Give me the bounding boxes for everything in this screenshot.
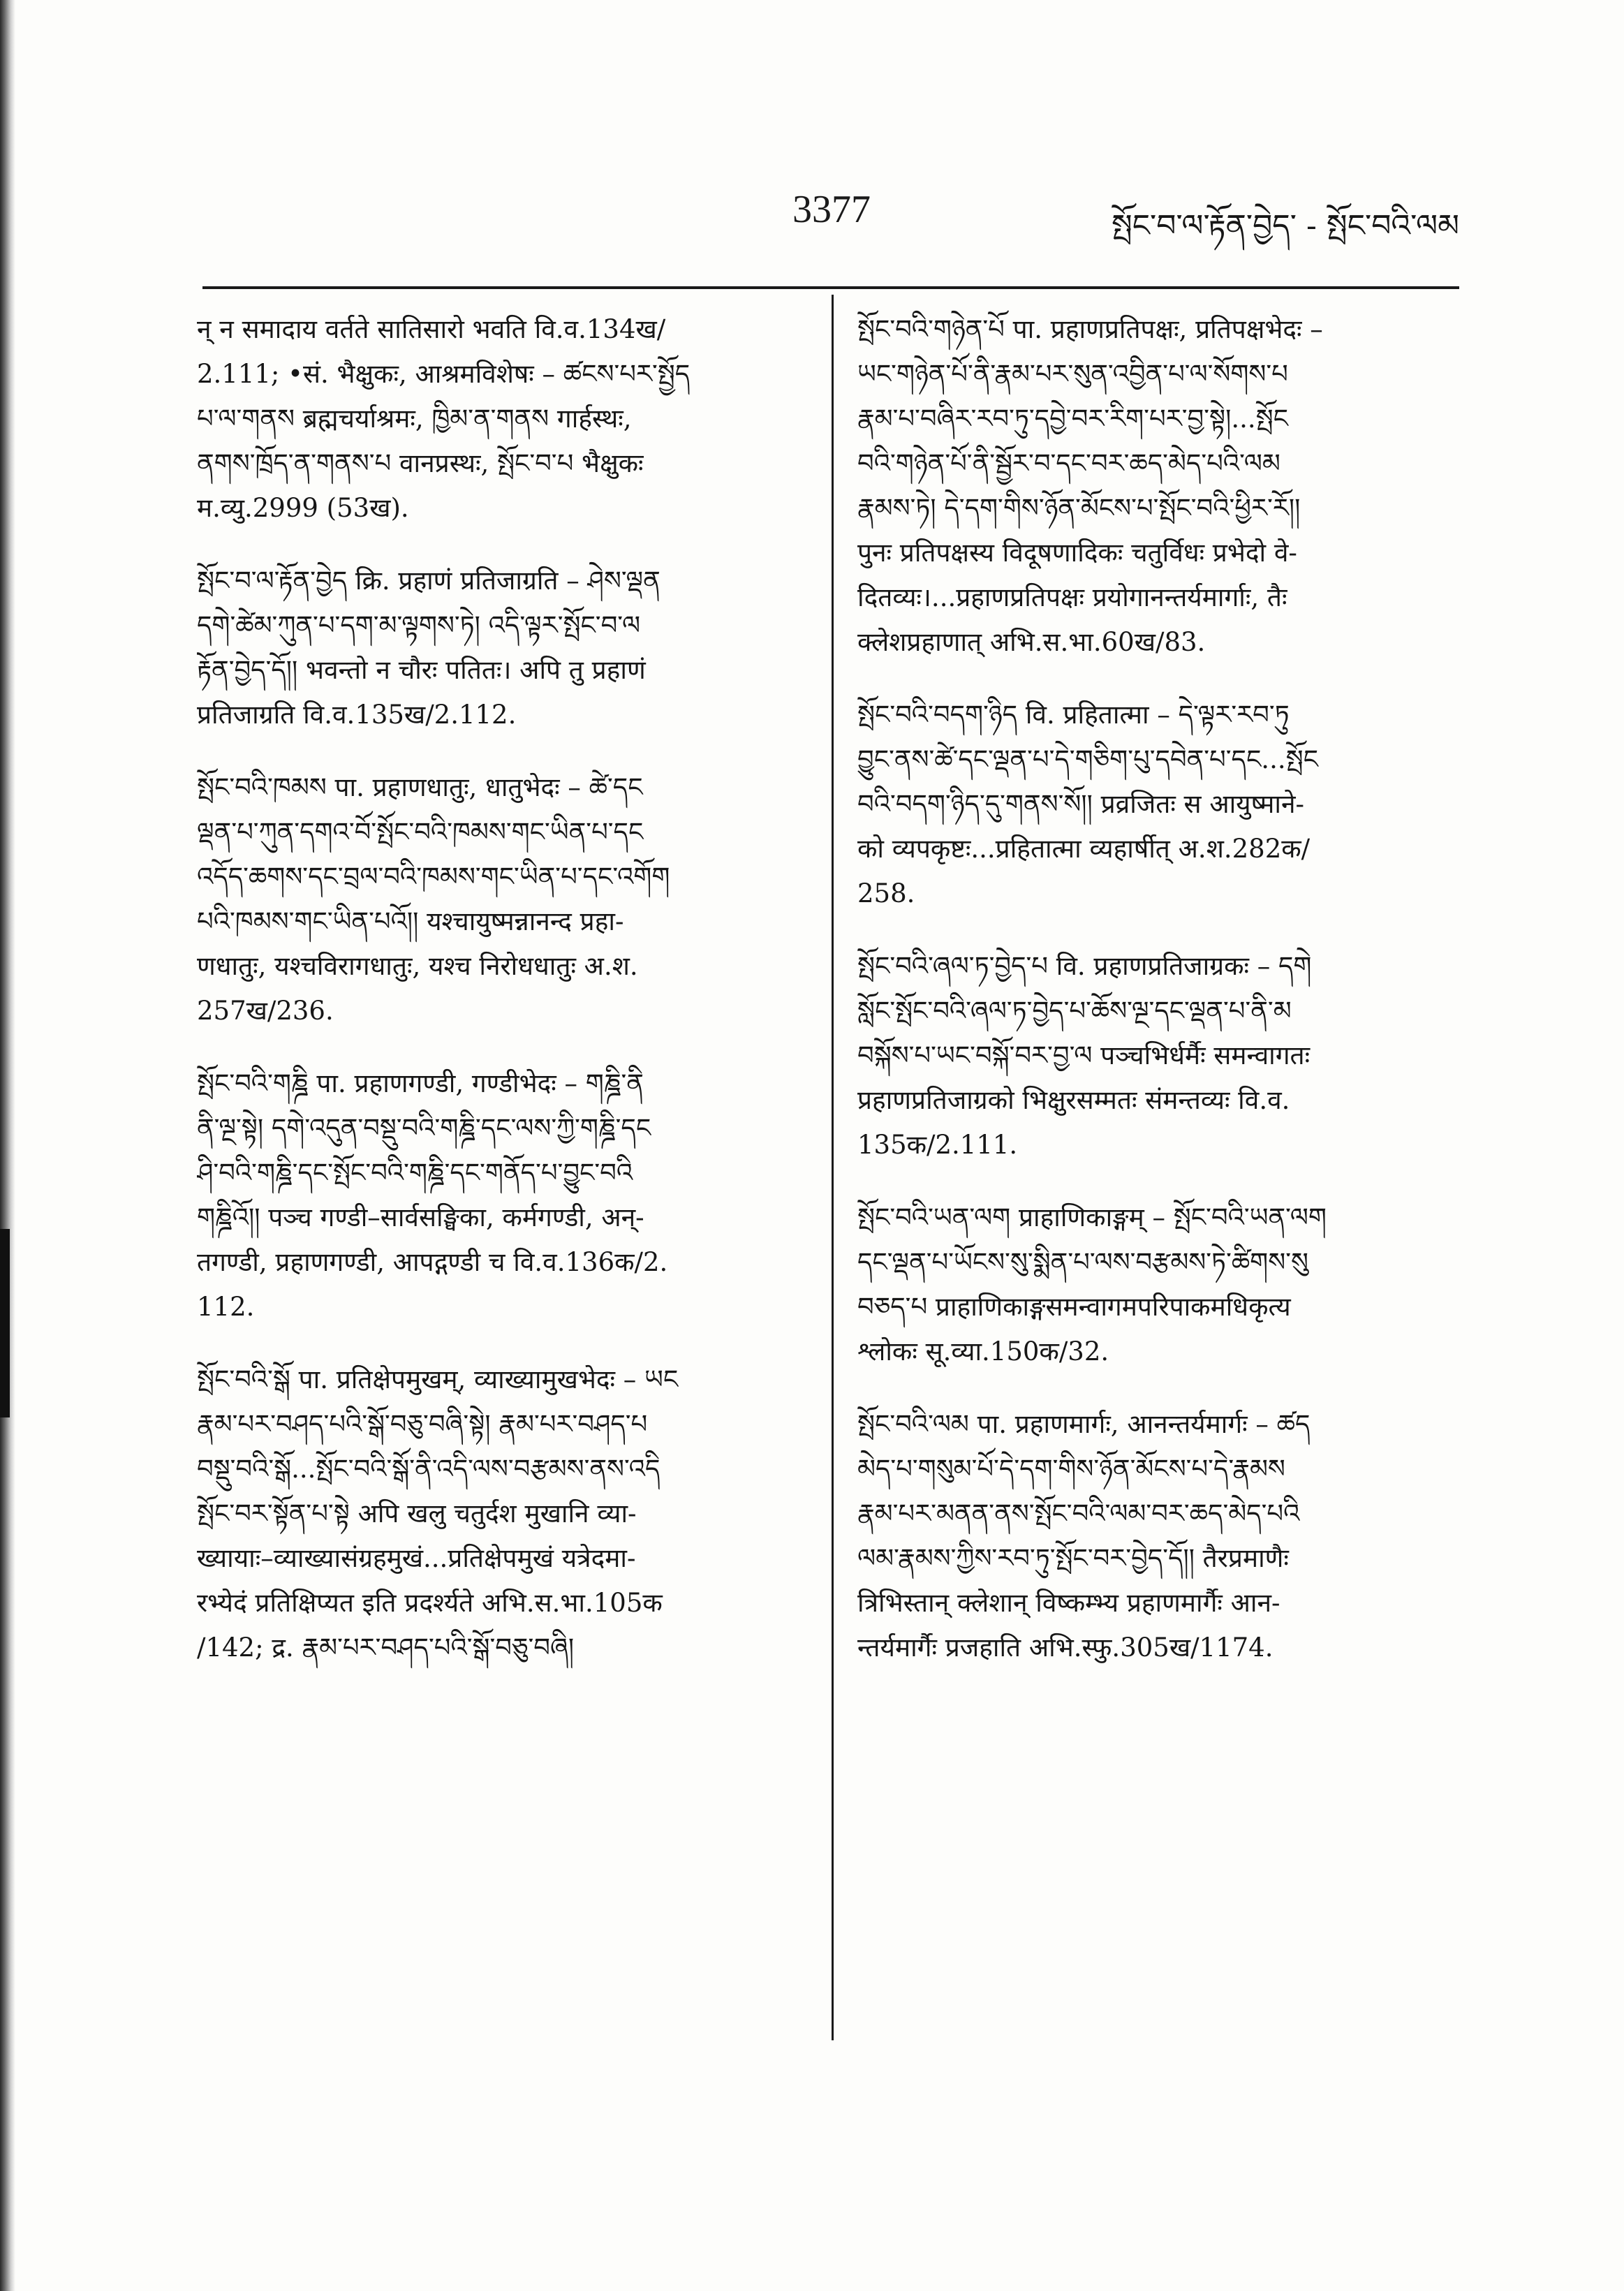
- entry-text-line: རྣམ་པར་བཤད་པའི་སྒོ་བཅུ་བཞི་སྟེ། རྣམ་པར་བཤད་པ: [197, 1409, 648, 1439]
- entry-text-line: བྱུང་ནས་ཚེ་དང་ལྡན་པ་དེ་གཅིག་པུ་དབེན་པ་དང...སྤོང: [857, 744, 1318, 774]
- entry-headword-line: སྤོང་བའི་གཎྜི पा. प्रहाणगण्डी, गण्डीभेदः – གཎྜི་ནི: [197, 1068, 644, 1098]
- entry-text-line: श्लोकः सू.व्या.150क/32.: [857, 1336, 1109, 1367]
- dictionary-entry: [857, 307, 1459, 665]
- entry-headword-line: སྤོང་བའི་སྒོ पा. प्रतिक्षेपमुखम्, व्याख्यामुखभेदः – ཡང: [197, 1364, 679, 1394]
- entry-text-line: क्लेशप्रहाणात् अभि.स.भा.60ख/83.: [857, 627, 1206, 657]
- entry-text-line: བཅད་པ प्राहाणिकाङ्गसमन्वागमपरिपाकमधिकृत्य: [857, 1292, 1291, 1322]
- entry-headword-line: སྤོང་བའི་གཉེན་པོ पा. प्रहाणप्रतिपक्षः, प्रतिपक्षभेदः –: [857, 314, 1323, 344]
- entry-text-line: 112.: [197, 1292, 255, 1322]
- entry-text-line: རྣམ་པར་མནན་ནས་སྤོང་བའི་ལམ་བར་ཆད་མེད་པའི: [857, 1498, 1300, 1528]
- entry-headword-line: न् न समादाय वर्तते सातिसारो भवति वि.व.134ख/: [197, 314, 666, 344]
- entry-text-line: न्तर्यमार्गैः प्रजहाति अभि.स्फु.305ख/1174.: [857, 1633, 1274, 1663]
- entry-text-line: གཎྜིའོ།། पञ्च गण्डी–सार्वसङ्घिका, कर्मगण्डी, अन्-: [197, 1202, 644, 1232]
- dictionary-entry: [197, 559, 811, 737]
- entry-text-line: ལྡན་པ་ཀུན་དགའ་བོ་སྤོང་བའི་ཁམས་གང་ཡིན་པ་དང: [197, 817, 644, 847]
- dictionary-entry: [197, 307, 811, 531]
- entry-headword-line: སྤོང་བའི་ལམ पा. प्रहाणमार्गः, आनन्तर्यमार्गः – ཚད: [857, 1409, 1311, 1439]
- entry-text-line: དང་ལྡན་པ་ཡོངས་སུ་སྨིན་པ་ལས་བརྩམས་ཏེ་ཚིགས་སུ: [857, 1247, 1308, 1277]
- entry-text-line: པའི་ཁམས་གང་ཡིན་པའོ།། यश्चायुष्मन्नानन्द प्रहा-: [197, 906, 624, 936]
- left-column: [197, 307, 811, 2039]
- entry-text-line: त्रिभिस्तान् क्लेशान् विष्कम्भ्य प्रहाणमार्गैः आन-: [857, 1588, 1280, 1618]
- entry-text-line: तगण्डी, प्रहाणगण्डी, आपद्गण्डी च वि.व.136क/2.: [197, 1247, 668, 1277]
- entry-text-line: को व्यपकृष्टः...प्रहितात्मा व्यहार्षीत् अ.श.282क/: [857, 834, 1311, 864]
- entry-headword-line: སྤོང་བའི་བདག་ཉིད वि. प्रहितात्मा – དེ་ལྟར་རབ་ཏུ: [857, 700, 1290, 730]
- entry-headword-line: སྤོང་བའི་ཞལ་ཏ་བྱེད་པ वि. प्रहाणप्रतिजाग्रकः – དགེ: [857, 951, 1312, 981]
- entry-text-line: འདོད་ཆགས་དང་བྲལ་བའི་ཁམས་གང་ཡིན་པ་དང་འགོག: [197, 862, 670, 892]
- entry-text-line: पुनः प्रतिपक्षस्य विदूषणादिकः चतुर्विधः प्रभेदो वे-: [857, 538, 1297, 568]
- entry-text-line: ལམ་རྣམས་ཀྱིས་རབ་ཏུ་སྤོང་བར་བྱེད་དོ།། तैरप्रमाणैः: [857, 1543, 1289, 1573]
- entry-text-line: རྣམས་ཏེ། དེ་དག་གིས་ཉོན་མོངས་པ་སྤོང་བའི་ཕྱིར་རོ།།: [857, 493, 1301, 523]
- entry-text-line: ནི་ལྔ་སྟེ། དགེ་འདུན་བསྡུ་བའི་གཎྜི་དང་ལས་ཀྱི་གཎྜི་དང: [197, 1113, 651, 1143]
- entry-text-line: णधातुः, यश्चविरागधातुः, यश्च निरोधधातुः अ.श.: [197, 951, 638, 981]
- entry-text-line: རྣམ་པ་བཞིར་རབ་ཏུ་དབྱེ་བར་རིག་པར་བྱ་སྟེ།...སྤོང: [857, 404, 1288, 434]
- dictionary-entry: [857, 1195, 1459, 1374]
- right-column: [857, 307, 1459, 2039]
- dictionary-entry: [857, 944, 1459, 1167]
- entry-text-line: म.व्यु.2999 (53ख).: [197, 493, 409, 523]
- entry-text-line: སློང་སྤོང་བའི་ཞལ་ཏ་བྱེད་པ་ཆོས་ལྔ་དང་ལྡན་པ་ནི་མ: [857, 996, 1292, 1026]
- entry-text-line: दितव्यः।...प्रहाणप्रतिपक्षः प्रयोगानन्तर्यमार्गाः, तैः: [857, 582, 1287, 612]
- dictionary-entry: [857, 693, 1459, 916]
- binding-shadow: [0, 1229, 10, 1417]
- entry-text-line: ख्यायाः–व्याख्यासंग्रहमुखं...प्रतिक्षेपमुखं यत्रेदमा-: [197, 1543, 636, 1573]
- entry-text-line: प्रतिजाग्रति वि.व.135ख/2.112.: [197, 700, 517, 730]
- entry-headword-line: སྤོང་བའི་ཁམས पा. प्रहाणधातुः, धातुभेदः – ཚེ་དང: [197, 772, 643, 802]
- entry-text-line: /142; द्र. རྣམ་པར་བཤད་པའི་སྒོ་བཅུ་བཞི།: [197, 1633, 575, 1663]
- dictionary-entry: [857, 1402, 1459, 1670]
- dictionary-entry: [197, 1357, 811, 1670]
- entry-text-line: 257ख/236.: [197, 996, 334, 1026]
- dictionary-entry: [197, 1061, 811, 1329]
- entry-text-line: ནགས་ཁྲོད་ན་གནས་པ वानप्रस्थः, སྤོང་བ་པ भैक्षुकः: [197, 448, 644, 478]
- entry-text-line: བའི་གཉེན་པོ་ནི་སྦྱོར་བ་དང་བར་ཆད་མེད་པའི་ལམ: [857, 448, 1280, 478]
- entry-text-line: པ་ལ་གནས ब्रह्मचर्याश्रमः, ཁྱིམ་ན་གནས गार्हस्थः,: [197, 404, 632, 434]
- entry-text-line: དགེ་ཚེམ་ཀུན་པ་དག་མ་ལྟགས་ཏེ། འདི་ལྟར་སྤོང་བ་ལ: [197, 610, 641, 640]
- binding-edge: [0, 0, 15, 2291]
- entry-text-line: 258.: [857, 878, 915, 908]
- header-rule: [202, 286, 1459, 289]
- entry-text-line: རྟོན་བྱེད་དོ།། भवन्तो न चौरः पतितः। अपि तु प्रहाणं: [197, 655, 646, 685]
- entry-text-line: 135क/2.111.: [857, 1130, 1018, 1160]
- entry-text-line: ཤི་བའི་གཎྜི་དང་སྤོང་བའི་གཎྜི་དང་གནོད་པ་བྱུང་བའི: [197, 1158, 633, 1188]
- entry-headword-line: སྤོང་བའི་ཡན་ལག प्राहाणिकाङ्गम् – སྤོང་བའི་ཡན་ལག: [857, 1202, 1327, 1232]
- entry-text-line: रभ्येदं प्रतिक्षिप्यत इति प्रदर्श्यते अभि.स.भा.105क: [197, 1588, 663, 1618]
- entry-text-line: ཡང་གཉེན་པོ་ནི་རྣམ་པར་སུན་འབྱིན་པ་ལ་སོགས་པ: [857, 359, 1288, 389]
- entry-text-line: བསྐོས་པ་ཡང་བསྐོ་བར་བྱ་ལ पञ्चभिर्धर्मैः समन्वागतः: [857, 1040, 1311, 1070]
- dictionary-entry: [197, 765, 811, 1033]
- column-divider: [832, 295, 834, 2040]
- entry-text-line: བསྡུ་བའི་སྒོ...སྤོང་བའི་སྒོ་ནི་འདི་ལས་བརྩམས་ནས་འདི: [197, 1454, 660, 1484]
- entry-headword-line: སྤོང་བ་ལ་རྟོན་བྱེད क्रि. प्रहाणं प्रतिजाग्रति – ཤེས་ལྡན: [197, 566, 660, 596]
- entry-text-line: 2.111; •सं. भैक्षुकः, आश्रमविशेषः – ཚངས་པར་སྤྱོད: [197, 359, 691, 389]
- entry-text-line: བའི་བདག་ཉིད་དུ་གནས་སོ།། प्रव्रजितः स आयुष्माने-: [857, 789, 1305, 819]
- page-number: 3377: [792, 188, 871, 231]
- entry-text-line: མེད་པ་གསུམ་པོ་དེ་དག་གིས་ཉོན་མོངས་པ་དེ་རྣམས: [857, 1454, 1285, 1484]
- running-head: སྤོང་བ་ལ་རྟོན་བྱེད་ - སྤོང་བའི་ལམ: [1111, 208, 1459, 244]
- entry-text-line: སྤོང་བར་སྟོན་པ་སྟེ अपि खलु चतुर्दश मुखानि व्या-: [197, 1498, 637, 1528]
- entry-text-line: प्रहाणप्रतिजाग्रको भिक्षुरसम्मतः संमन्तव्यः वि.व.: [857, 1085, 1290, 1115]
- page-header: [202, 182, 1459, 251]
